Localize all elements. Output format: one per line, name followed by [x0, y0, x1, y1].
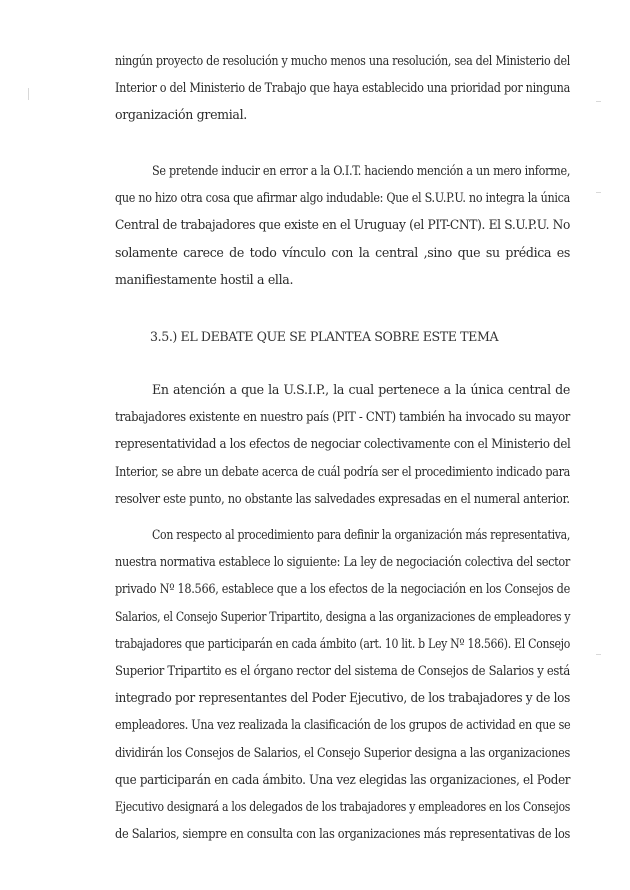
text-line: Superior Tripartito es el órgano rector del sistema de Consejos de Salarios y está — [115, 663, 570, 678]
text-line: que no hizo otra cosa que afirmar algo indudable: Que el S.U.P.U. no integra la única — [115, 190, 570, 206]
text-line: trabajadores existente en nuestro país (PIT - CNT) también ha invocado su mayor — [115, 409, 570, 425]
text-line: privado Nº 18.566, establece que a los efectos de la negociación en los Consejos de — [115, 581, 570, 597]
text-line: Central de trabajadores que existe en el Uruguay (el PIT-CNT). El S.U.P.U. No — [115, 217, 571, 233]
text-line: Interior, se abre un debate acerca de cuál podría ser el procedimiento indicado para — [115, 463, 570, 479]
text-line: integrado por representantes del Poder Ejecutivo, de los trabajadores y de los — [115, 690, 570, 706]
text-line: dividirán los Consejos de Salarios, el Consejo Superior designa a las organizaciones — [115, 744, 570, 760]
text-line: empleadores. Una vez realizada la clasificación de los grupos de actividad en que se — [115, 717, 571, 733]
scan-artifact — [28, 88, 29, 100]
text-line: solamente carece de todo vínculo con la central ,sino que su prédica es — [115, 244, 570, 260]
scan-artifact — [596, 654, 601, 655]
text-line: Se pretende inducir en error a la O.I.T. haciendo mención a un mero informe, — [152, 163, 571, 178]
text-line: trabajadores que participarán en cada ámbito (art. 10 lit. b Ley Nº 18.566). El Consejo — [115, 635, 570, 651]
text-line: Salarios, el Consejo Superior Tripartito, designa a las organizaciones de empleadores y — [115, 608, 571, 624]
section-heading: 3.5.) EL DEBATE QUE SE PLANTEA SOBRE ESTE TEMA — [150, 329, 499, 344]
scan-artifact — [596, 101, 601, 102]
text-line: Interior o del Ministerio de Trabajo que haya establecido una prioridad por ninguna — [115, 80, 570, 96]
text-line: Ejecutivo designará a los delegados de los trabajadores y empleadores en los Consejos — [115, 799, 570, 814]
text-line: En atención a que la U.S.I.P., la cual pertenece a la única central de — [152, 382, 570, 397]
text-line: representatividad a los efectos de negociar colectivamente con el Ministerio del — [115, 436, 571, 452]
text-line: resolver este punto, no obstante las salvedades expresadas en el numeral anterior. — [115, 490, 570, 506]
text-line: nuestra normativa establece lo siguiente: La ley de negociación colectiva del sector — [115, 554, 571, 570]
text-line: organización gremial. — [115, 107, 247, 123]
text-line: Con respecto al procedimiento para definir la organización más representativa, — [152, 527, 570, 542]
text-line: manifiestamente hostil a ella. — [115, 271, 294, 287]
text-line: que participarán en cada ámbito. Una vez elegidas las organizaciones, el Poder — [115, 771, 571, 787]
text-line: de Salarios, siempre en consulta con las organizaciones más representativas de los — [115, 826, 570, 842]
scan-artifact — [596, 192, 601, 193]
text-line: ningún proyecto de resolución y mucho menos una resolución, sea del Ministerio del — [115, 53, 570, 68]
